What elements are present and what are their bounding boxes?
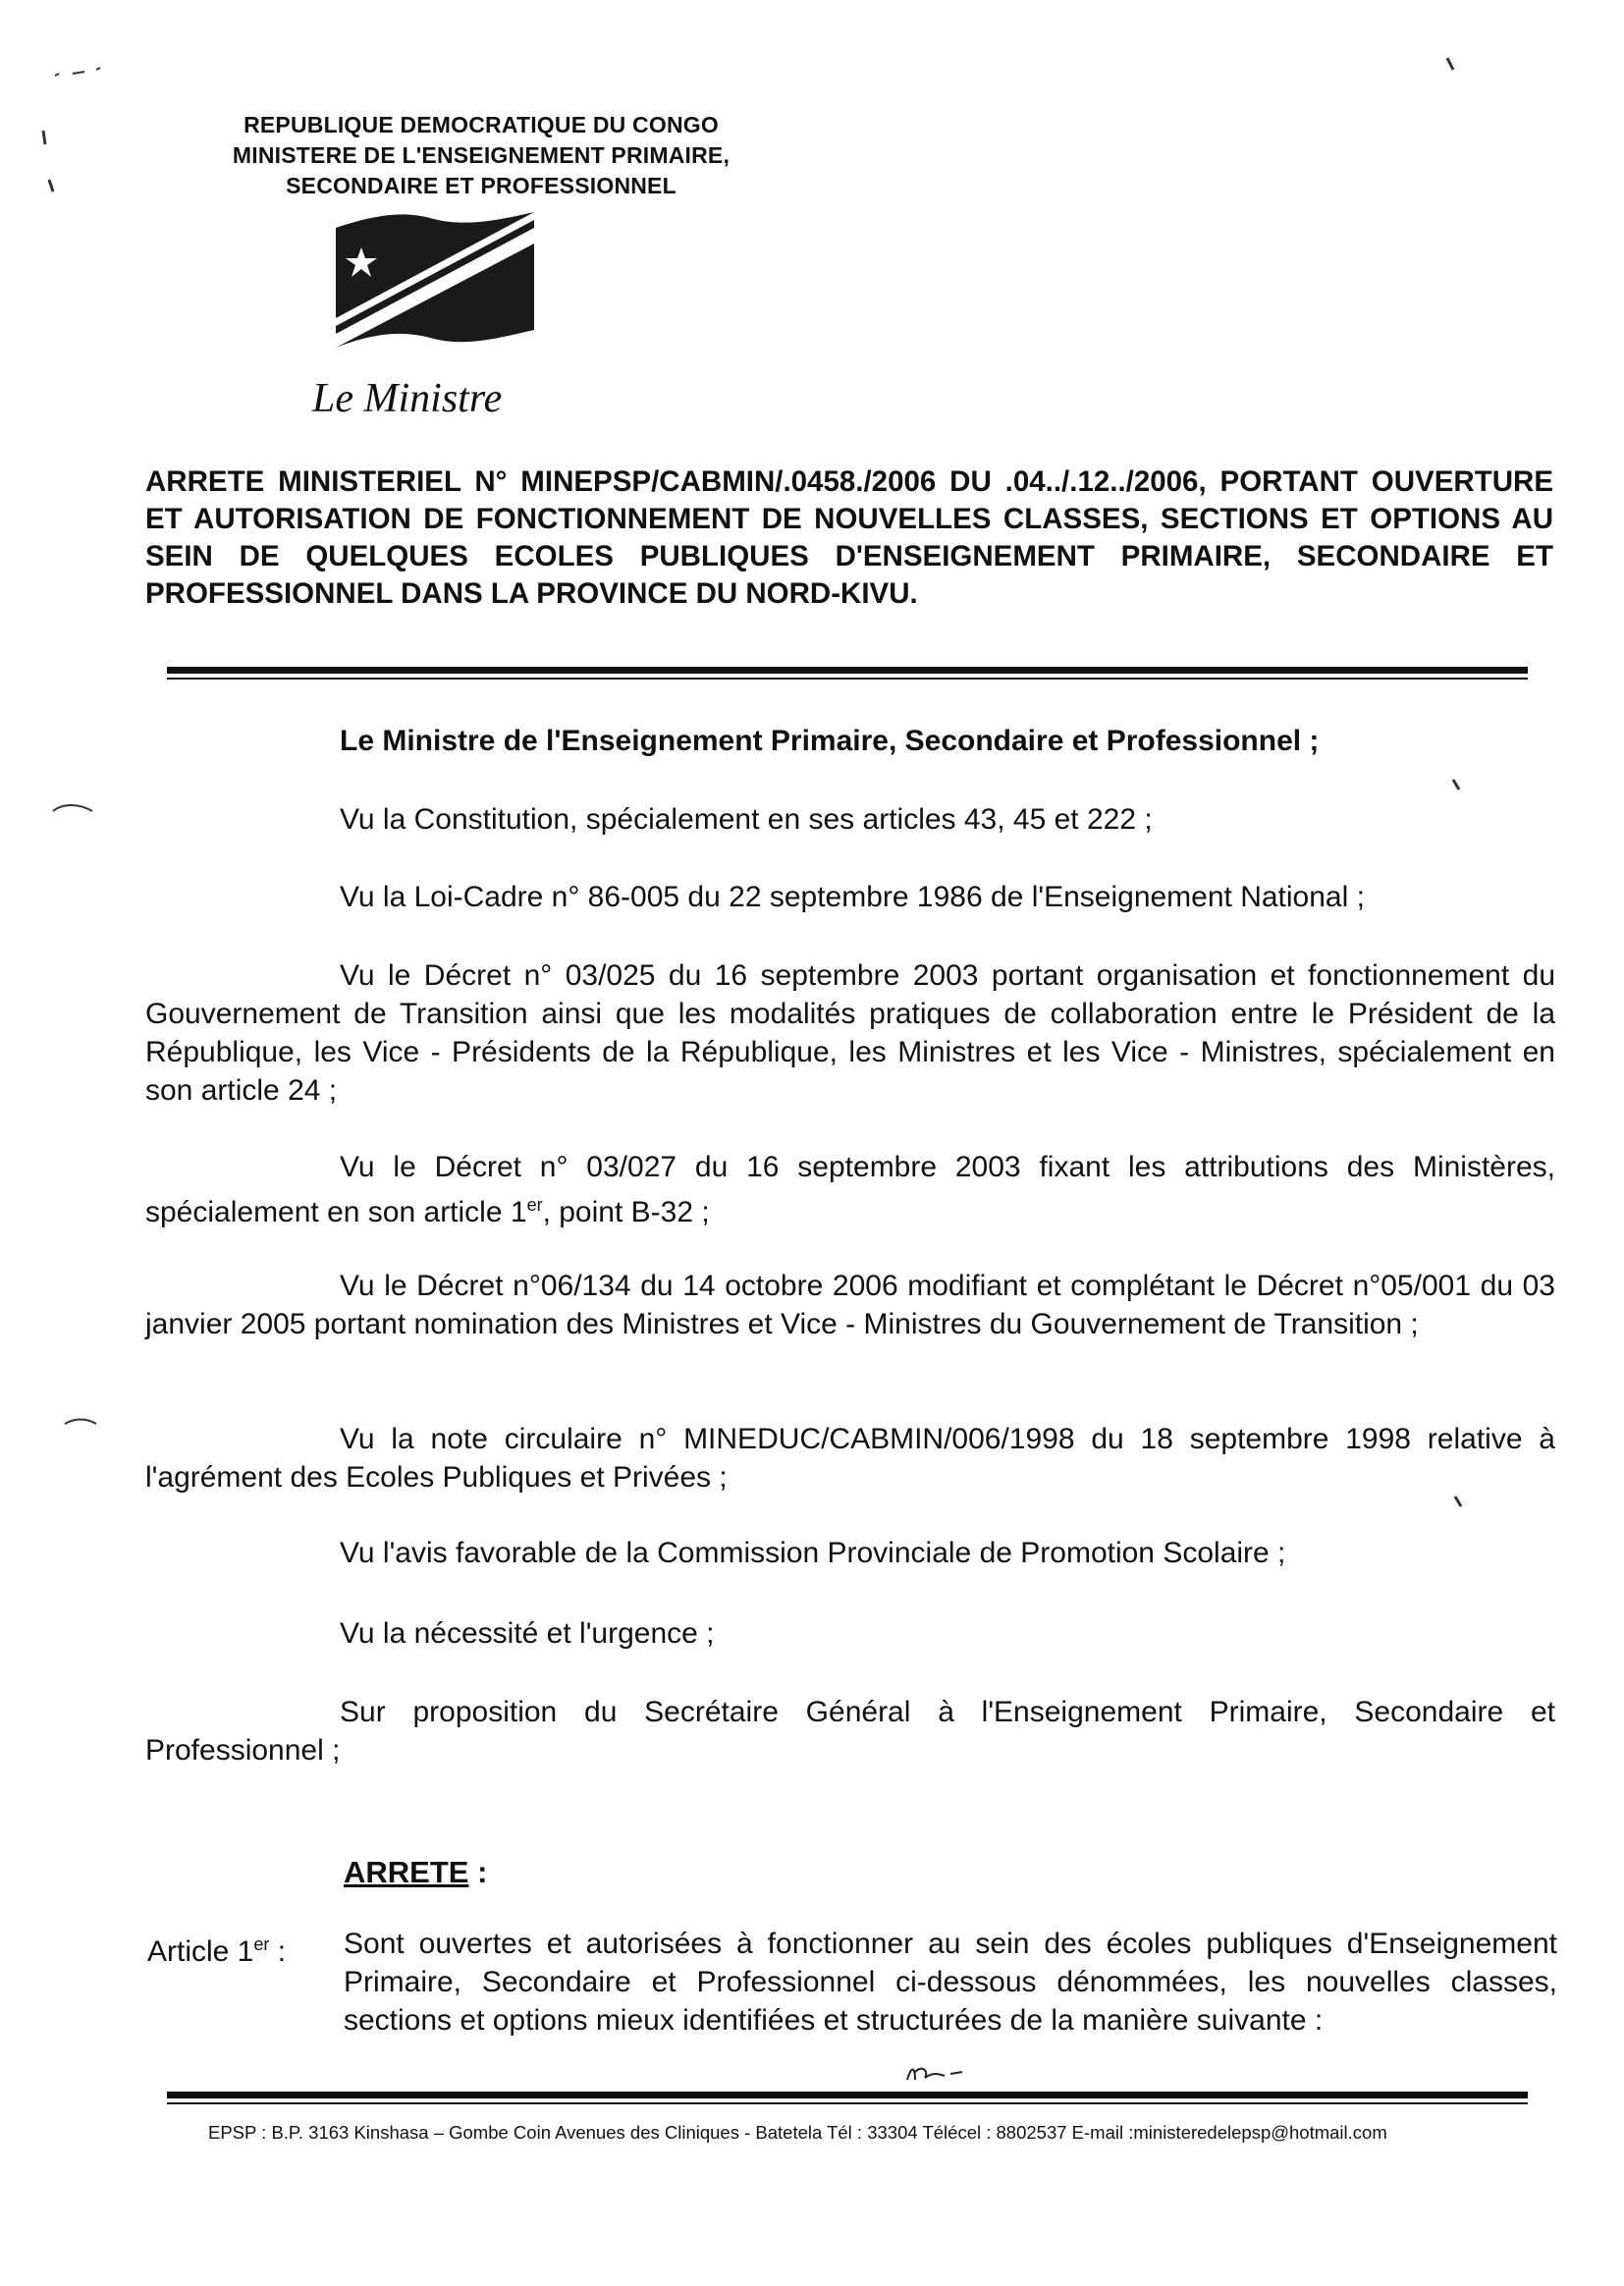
decret-027-superscript: er <box>526 1195 543 1215</box>
scan-mark-left-1 <box>49 797 98 817</box>
drc-flag-icon <box>332 208 538 354</box>
letterhead-ministry: MINISTERE DE L'ENSEIGNEMENT PRIMAIRE, <box>232 142 731 168</box>
letterhead-country: REPUBLIQUE DEMOCRATIQUE DU CONGO <box>244 112 719 137</box>
decree-title: ARRETE MINISTERIEL N° MINEPSP/CABMIN/.0458./2006 DU .04../.12../2006, PORTANT OUVERTURE ET AUTORISATION DE FONCTIONNEMENT DE NOUVELLES CLASSES, SECTIONS ET OPTIONS AU SEIN DE QUELQUES ECOLES PUBLIQUES D'ENSEIGNEMENT PRIMAIRE, SECONDAIRE ET PROFESSIONNEL DANS LA PROVINCE DU NORD-KIVU. <box>145 465 1553 610</box>
scan-tick-2 <box>1449 776 1465 795</box>
title-divider <box>167 667 1528 674</box>
preamble-decret-027 <box>145 1148 1555 1231</box>
letterhead <box>167 110 795 201</box>
article-1-text: Sont ouvertes et autorisées à fonctionner au sein des écoles publiques d'Enseignement Primaire, Secondaire et Professionnel ci-dessous dénommées, les nouvelles classes, sections et options mieux identifiées et structurées de la manière suivante : <box>344 1928 1557 2037</box>
preamble-decret-025: Vu le Décret n° 03/025 du 16 septembre 2003 portant organisation et fonctionnement du Gouvernement de Transition ainsi que les modalités pratiques de collaboration entre le Président de la République, les Vice - Présidents de la République, les Ministres et les Vice - Ministres, spécialement en son article 24 ; <box>145 959 1555 1107</box>
arrete-heading <box>344 1855 487 1890</box>
initials-mark <box>905 2060 974 2086</box>
scan-tick-1 <box>1441 54 1461 78</box>
footer-divider <box>167 2092 1528 2098</box>
article-1-superscript: er <box>253 1934 270 1954</box>
preamble-necessite: Vu la nécessité et l'urgence ; <box>340 1617 715 1650</box>
preamble-constitution: Vu la Constitution, spécialement en ses articles 43, 45 et 222 ; <box>340 803 1153 836</box>
title-divider-thin <box>167 678 1528 680</box>
preamble-avis: Vu l'avis favorable de la Commission Provinciale de Promotion Scolaire ; <box>340 1537 1286 1569</box>
footer-contact: EPSP : B.P. 3163 Kinshasa – Gombe Coin Avenues des Cliniques - Batetela Tél : 33304 Télécel : 8802537 E-mail :ministeredelepsp@hotmail.com <box>208 2122 1387 2143</box>
decret-027-text: Vu le Décret n° 03/027 du 16 septembre 2003 fixant les attributions des Ministères, spécialement en son article 1 <box>145 1151 1555 1228</box>
article-1-label-text: Article 1 <box>147 1935 254 1968</box>
scan-mark-left-2 <box>61 1414 100 1430</box>
footer-divider-thin <box>167 2102 1528 2104</box>
arrete-colon: : <box>468 1855 488 1889</box>
article-1-colon: : <box>269 1935 287 1968</box>
decret-027-point: , point B-32 ; <box>542 1196 710 1228</box>
arrete-heading-text: ARRETE <box>344 1855 469 1889</box>
preamble-note-circulaire: Vu la note circulaire n° MINEDUC/CABMIN/006/1998 du 18 septembre 1998 relative à l'agrément des Ecoles Publiques et Privées ; <box>145 1423 1555 1494</box>
preamble-proposition: Sur proposition du Secrétaire Général à l'Enseignement Primaire, Secondaire et Professionnel ; <box>145 1696 1555 1767</box>
preamble-decret-134: Vu le Décret n°06/134 du 14 octobre 2006 modifiant et complétant le Décret n°05/001 du 03 janvier 2005 portant nomination des Ministres et Vice - Ministres du Gouvernement de Transition ; <box>145 1270 1555 1340</box>
preamble-heading: Le Ministre de l'Enseignement Primaire, Secondaire et Professionnel ; <box>340 725 1320 757</box>
scan-specks <box>39 54 177 201</box>
minister-title: Le Ministre <box>312 376 503 421</box>
scan-tick-3 <box>1451 1493 1467 1512</box>
preamble-loi-cadre: Vu la Loi-Cadre n° 86-005 du 22 septembre 1986 de l'Enseignement National ; <box>340 881 1365 913</box>
letterhead-ministry-cont: SECONDAIRE ET PROFESSIONNEL <box>286 173 677 198</box>
article-1-label <box>147 1934 286 1969</box>
